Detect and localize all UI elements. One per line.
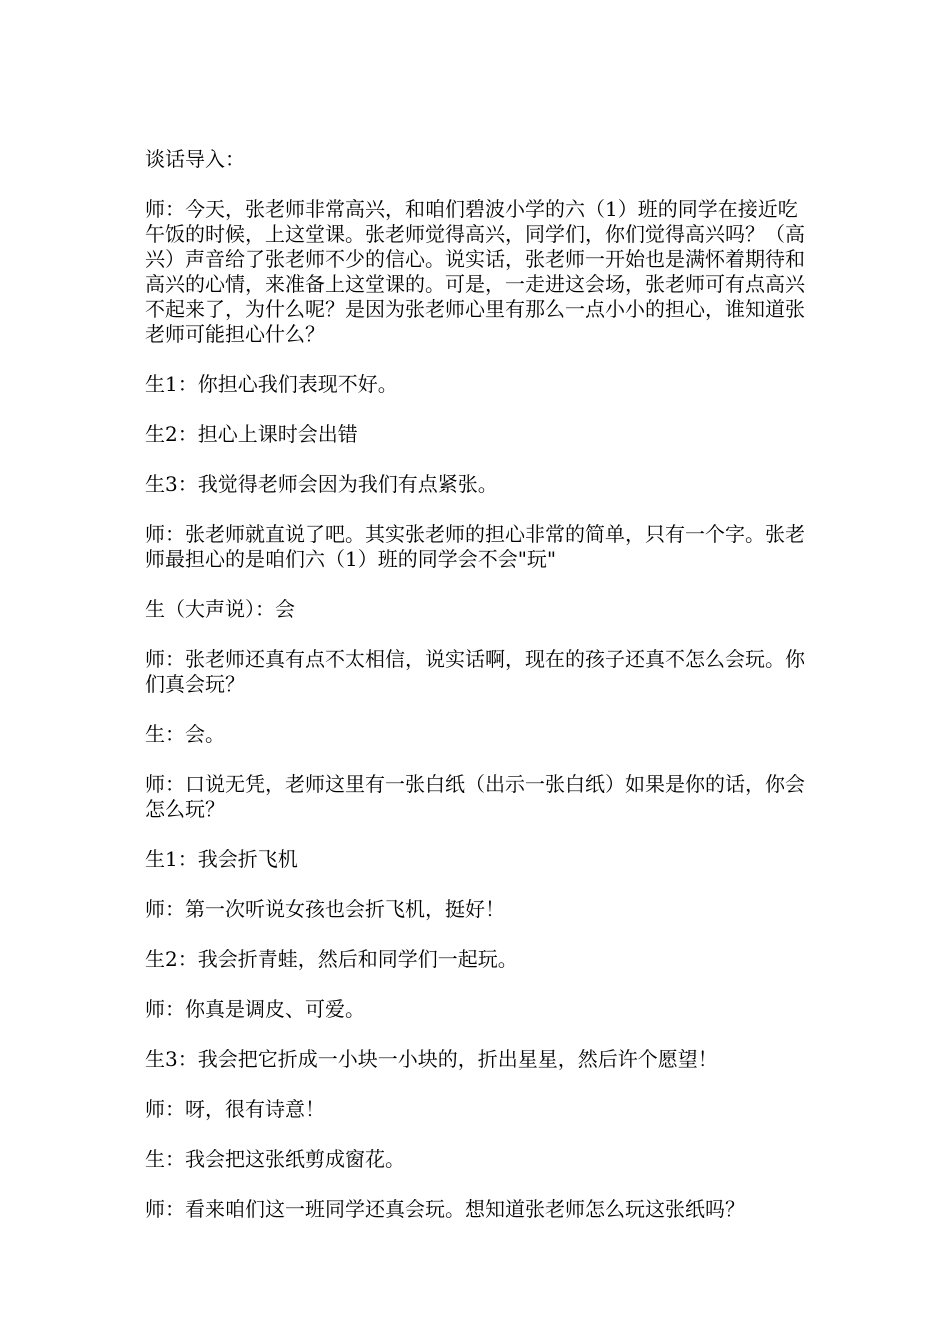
section-heading: 谈话导入： — [145, 147, 245, 171]
teacher-paragraph: 师：张老师还真有点不太相信，说实话啊，现在的孩子还真不怎么会玩。你们真会玩？ — [145, 647, 805, 696]
teacher-paragraph: 师：第一次听说女孩也会折飞机，挺好！ — [145, 897, 505, 921]
teacher-paragraph: 师：口说无凭，老师这里有一张白纸（出示一张白纸）如果是你的话，你会怎么玩？ — [145, 772, 805, 821]
student-paragraph: 生3：我会把它折成一小块一小块的，折出星星，然后许个愿望！ — [145, 1047, 718, 1071]
teacher-paragraph: 师：你真是调皮、可爱。 — [145, 997, 365, 1021]
teacher-paragraph: 师：呀，很有诗意！ — [145, 1097, 325, 1121]
student-paragraph: 生：会。 — [145, 722, 225, 746]
teacher-paragraph: 师：张老师就直说了吧。其实张老师的担心非常的简单，只有一个字。张老师最担心的是咱们六（1）班的同学会不会"玩" — [145, 522, 805, 571]
student-paragraph: 生1：我会折飞机 — [145, 847, 298, 871]
student-paragraph: 生（大声说）：会 — [145, 597, 295, 621]
teacher-paragraph: 师：今天，张老师非常高兴，和咱们碧波小学的六（1）班的同学在接近吃午饭的时候，上这堂课。张老师觉得高兴，同学们，你们觉得高兴吗？（高兴）声音给了张老师不少的信心。说实话，张老师一开始也是满怀着期待和高兴的心情，来准备上这堂课的。可是，一走进这会场，张老师可有点高兴不起来了，为什么呢？是因为张老师心里有那么一点小小的担心，谁知道张老师可能担心什么？ — [145, 197, 805, 346]
student-paragraph: 生2：我会折青蛙，然后和同学们一起玩。 — [145, 947, 518, 971]
student-paragraph: 生1：你担心我们表现不好。 — [145, 372, 398, 396]
document-body — [145, 147, 810, 1247]
student-paragraph: 生2：担心上课时会出错 — [145, 422, 358, 446]
teacher-paragraph: 师：看来咱们这一班同学还真会玩。想知道张老师怎么玩这张纸吗？ — [145, 1197, 745, 1221]
student-paragraph: 生：我会把这张纸剪成窗花。 — [145, 1147, 405, 1171]
student-paragraph: 生3：我觉得老师会因为我们有点紧张。 — [145, 472, 498, 496]
